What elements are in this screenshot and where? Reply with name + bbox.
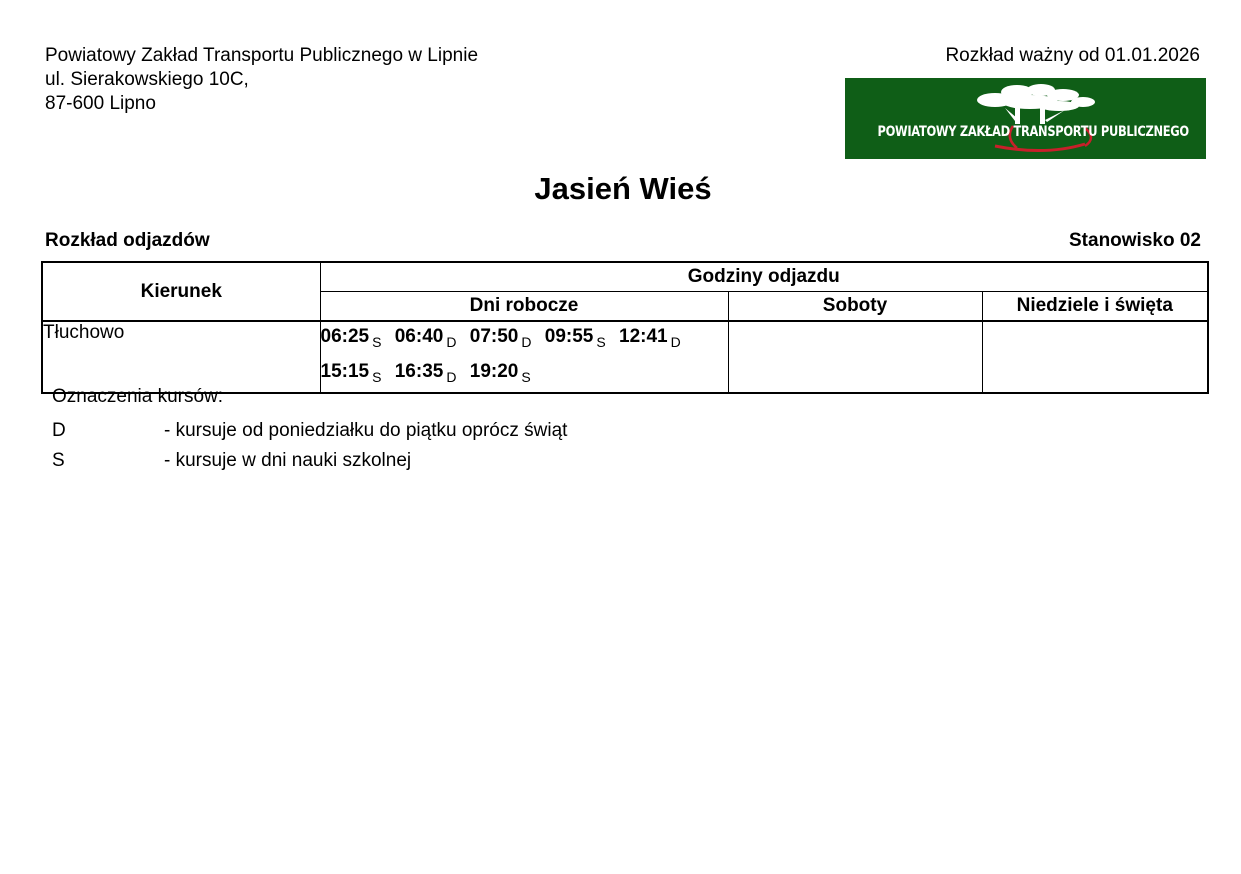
departure-time: 12:41 [619, 326, 668, 347]
course-mark: D [446, 334, 457, 350]
tree-logo-icon [845, 78, 1206, 159]
departure [470, 322, 532, 357]
course-mark: S [372, 334, 382, 350]
departure [321, 357, 382, 392]
legend-title: Oznaczenia kursów: [52, 386, 224, 407]
header-sundays-holidays: Niedziele i święta [982, 292, 1208, 322]
departure-time: 16:35 [394, 361, 444, 382]
departure [619, 322, 681, 357]
logo-wordmark: POWIATOWY ZAKŁAD TRANSPORTU PUBLICZNEGO [877, 124, 1189, 140]
departure [395, 322, 457, 357]
legend-item [52, 449, 411, 473]
weekday-departures [320, 321, 728, 393]
legend-item [52, 419, 567, 443]
departure-line [321, 322, 728, 357]
stop-name-title: Jasień Wieś [534, 171, 712, 206]
departure-time: 06:25 [320, 326, 370, 347]
operator-street: ul. Sierakowskiego 10C, [45, 69, 249, 90]
schedule-label: Rozkład odjazdów [45, 230, 210, 251]
departure [321, 322, 382, 357]
departure-time: 15:15 [320, 361, 370, 382]
departure [395, 357, 457, 392]
header-weekdays: Dni robocze [320, 292, 728, 322]
direction-cell: Tłuchowo [42, 321, 320, 393]
departure-line [321, 357, 728, 392]
departure [470, 357, 531, 392]
course-mark: S [372, 369, 382, 385]
table-row [42, 321, 1208, 393]
departure-time: 09:55 [544, 326, 594, 347]
header-saturdays: Soboty [728, 292, 982, 322]
header-direction: Kierunek [42, 262, 320, 321]
valid-from-date: Rozkład ważny od 01.01.2026 [945, 45, 1200, 66]
operator-city: 87-600 Lipno [45, 93, 156, 114]
departure [545, 322, 606, 357]
legend-code: D [52, 420, 66, 441]
saturday-departures [728, 321, 982, 393]
company-logo [845, 78, 1206, 159]
header-departure-hours: Godziny odjazdu [320, 262, 1208, 292]
operator-name: Powiatowy Zakład Transportu Publicznego w Lipnie [45, 45, 479, 66]
departure-time: 06:40 [394, 326, 444, 347]
course-mark: S [521, 369, 531, 385]
legend-code: S [52, 450, 65, 471]
timetable [41, 261, 1209, 394]
course-mark: D [670, 334, 681, 350]
course-mark: S [596, 334, 606, 350]
legend-description: - kursuje od poniedziałku do piątku oprócz świąt [164, 420, 568, 441]
departure-time: 07:50 [469, 326, 519, 347]
sunday-holiday-departures [982, 321, 1208, 393]
legend-description: - kursuje w dni nauki szkolnej [164, 450, 412, 471]
operator-address [45, 44, 478, 116]
departure-time: 19:20 [469, 361, 519, 382]
course-mark: D [521, 334, 532, 350]
course-mark: D [446, 369, 457, 385]
platform-label: Stanowisko 02 [1069, 230, 1201, 251]
